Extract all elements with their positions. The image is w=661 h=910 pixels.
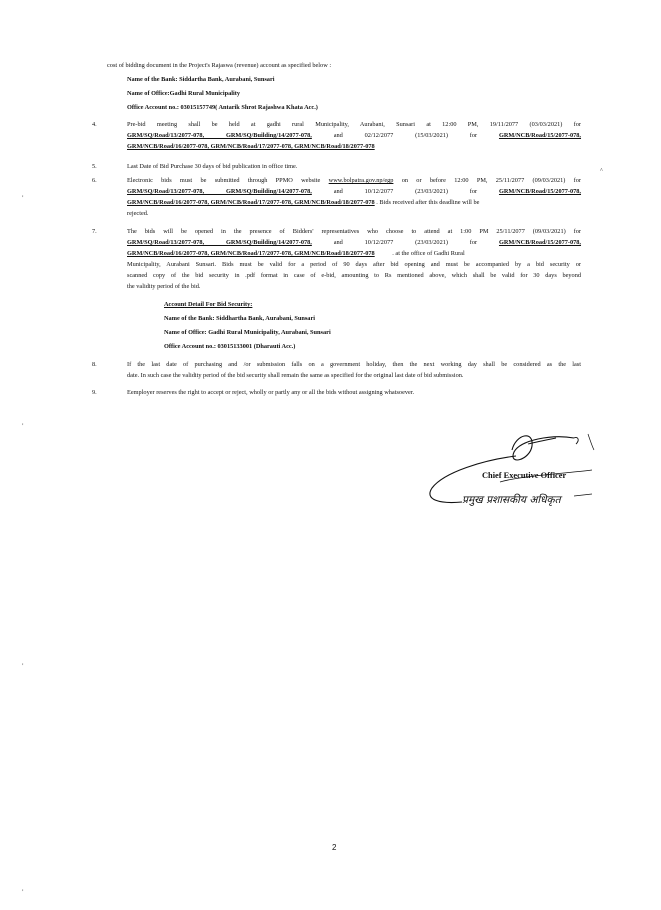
item-8-line-1: If the last date of purchasing and /or submission falls on a government holiday, then the next working day shall be considered as the last	[127, 361, 581, 368]
intro-account: Office Account no.: 03015157749( Antarik Shrot Rajashwa Khata Acc.)	[127, 104, 318, 111]
item-6-number: 6.	[92, 177, 97, 184]
item-7-office-note: . at the office of Gadhi Rural	[392, 250, 465, 257]
margin-mark: ,	[22, 420, 24, 426]
item-4-sq-refs: GRM/SQ/Road/13/2077-078, GRM/SQ/Building/14/2077-078,	[127, 132, 312, 139]
intro-bank: Name of the Bank: Siddartha Bank, Aurabani, Sunsari	[127, 76, 275, 83]
item-7-sq-refs: GRM/SQ/Road/13/2077-078, GRM/SQ/Building/14/2077-078,	[127, 239, 312, 246]
item-7-line-2	[127, 239, 581, 247]
security-bank: Name of the Bank: Siddhartha Bank, Aurabani, Sunsari	[164, 315, 315, 322]
item-4-date-2: and 02/12/2077 (15/03/2021) for	[333, 132, 478, 139]
item-6-text-b: on or before 12:00 PM, 25/11/2077 (09/03/2021) for	[401, 177, 582, 184]
item-7-line-3	[127, 250, 465, 258]
item-7-line-5: scanned copy of the bid security in .pdf format in case of e-bid, amounting to Rs mentioned above, which shall be valid for 30 days beyond	[127, 272, 581, 279]
item-4-ncb-ref: GRM/NCB/Road/15/2077-078,	[498, 132, 582, 139]
item-4-line-3: GRM/NCB/Road/16/2077-078, GRM/NCB/Road/17/2077-078, GRM/NCB/Road/18/2077-078	[127, 143, 375, 150]
item-6-line-4: rejected.	[127, 210, 149, 217]
item-4-line-2	[127, 132, 581, 140]
item-7-ncb-ref: GRM/NCB/Road/15/2077-078,	[498, 239, 582, 246]
item-4-line-1: Pre-bid meeting shall be held at gadhi rural Municipality, Aurabani, Sunsari at 12:00 PM, 19/11/2077 (03/03/2021) for	[127, 121, 581, 128]
item-9-line-1: Eemployer reserves the right to accept or reject, wholly or partly any or all the bids without assigning whatsoever.	[127, 389, 415, 396]
item-5-number: 5.	[92, 163, 97, 170]
security-account: Office Account no.: 03015133001 (Dharauti Acc.)	[164, 343, 296, 350]
intro-line: cost of bidding document in the Project's Rajaswa (revenue) account as specified below :	[107, 62, 332, 69]
item-7-number: 7.	[92, 228, 97, 235]
item-6-line-3	[127, 199, 479, 207]
item-6-date-2: and 10/12/2077 (23/03/2021) for	[333, 188, 478, 195]
item-8-number: 8.	[92, 361, 97, 368]
margin-mark: ^	[600, 168, 603, 174]
item-6-sq-refs: GRM/SQ/Road/13/2077-078, GRM/SQ/Building/14/2077-078,	[127, 188, 312, 195]
item-6-line-2	[127, 188, 581, 196]
item-7-ncb-refs: GRM/NCB/Road/16/2077-078, GRM/NCB/Road/17/2077-078, GRM/NCB/Road/18/2077-078	[127, 250, 375, 257]
item-7-date-2: and 10/12/2077 (23/03/2021) for	[333, 239, 478, 246]
page-number: 2	[332, 843, 337, 852]
item-8-line-2: date. In such case the validity period of the bid security shall remain the same as specified for the original last date of bid submission.	[127, 372, 464, 379]
item-9-number: 9.	[92, 389, 97, 396]
signatory-title: Chief Executive Officer	[482, 471, 567, 480]
margin-mark: ,	[22, 660, 24, 666]
item-6-text-a: Electronic bids must be submitted through PPMO website	[127, 177, 321, 184]
item-6-line-1	[127, 177, 581, 185]
item-6-website-link[interactable]: www.bolpatra.gov.np/egp	[328, 177, 394, 184]
item-7-line-6: the validity period of the bid.	[127, 283, 201, 290]
security-office: Name of Office: Gadhi Rural Municipality, Aurabani, Sunsari	[164, 329, 331, 336]
item-6-ncb-ref: GRM/NCB/Road/15/2077-078,	[498, 188, 582, 195]
margin-mark: ,	[22, 886, 24, 892]
security-heading: Account Detail For Bid Security:	[164, 301, 253, 308]
item-7-line-1: The bids will be opened in the presence of Bidders' representatives who choose to attend at 1:00 PM 25/11/2077 (09/03/2021) for	[127, 228, 581, 235]
item-6-ncb-refs: GRM/NCB/Road/16/2077-078, GRM/NCB/Road/17/2077-078, GRM/NCB/Road/18/2077-078	[127, 199, 375, 206]
item-6-deadline-note: . Bids received after this deadline will be	[376, 199, 480, 206]
item-7-line-4: Municipality, Aurabani Sunsari. Bids must be valid for a period of 90 days after bid opening and must be accompanied by a bid security or	[127, 261, 581, 268]
margin-mark: ,	[22, 192, 24, 198]
intro-office: Name of Office:Gadhi Rural Municipality	[127, 90, 240, 97]
nepali-stamp: प्रमुख प्रशासकीय अधिकृत	[462, 494, 561, 506]
item-5-line-1: Last Date of Bid Purchase 30 days of bid publication in office time.	[127, 163, 298, 170]
item-4-number: 4.	[92, 121, 97, 128]
